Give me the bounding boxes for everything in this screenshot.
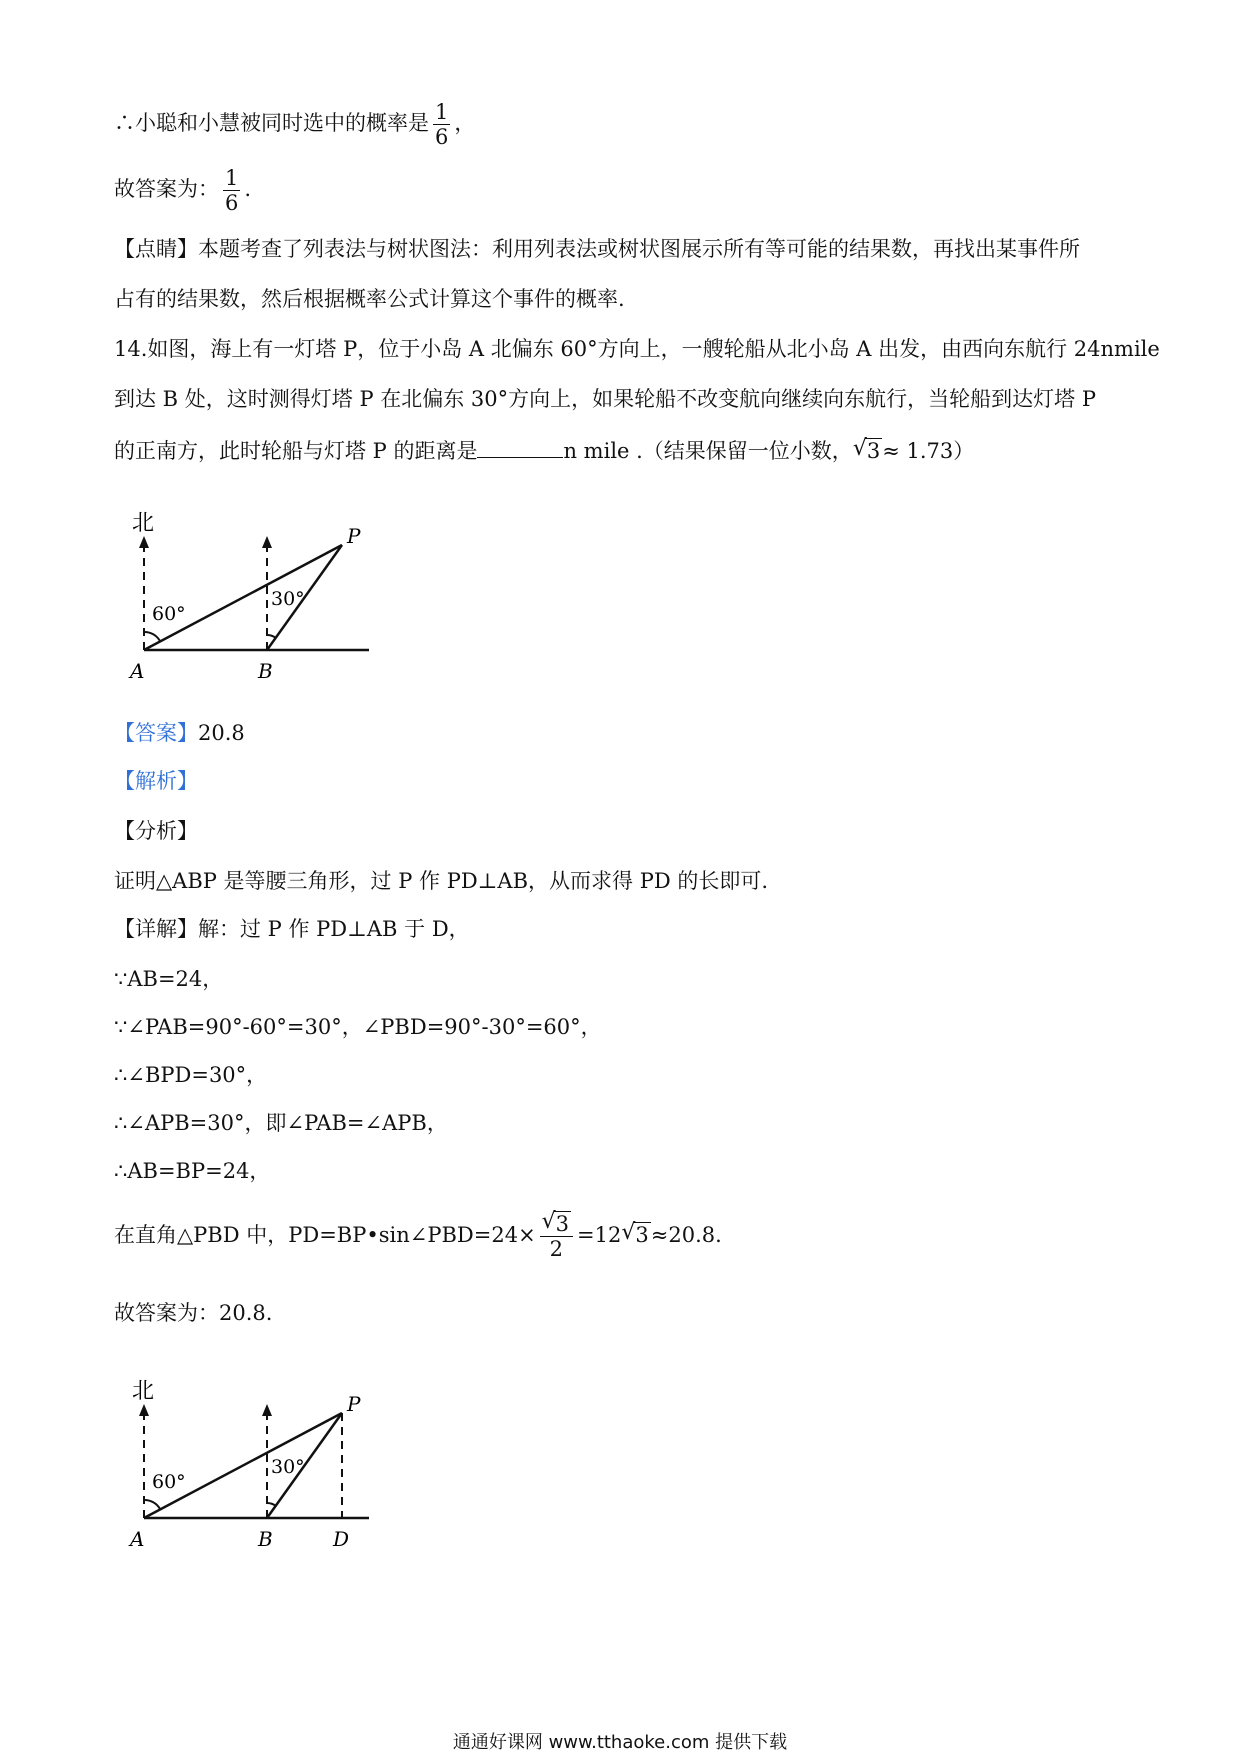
- fraction: √ 3 2: [540, 1212, 573, 1261]
- answer-blank: [477, 437, 563, 458]
- answer-line: [114, 718, 245, 748]
- calc-line: 在直角△PBD 中，PD=BP•sin∠PBD=24× √ 3 2 =12 √ 3≈20.8.: [114, 1209, 722, 1261]
- point-p-label: P: [347, 1392, 361, 1416]
- point-b-label: B: [258, 659, 273, 683]
- point-a-label: A: [130, 659, 145, 683]
- answer-label: 【答案】: [114, 721, 198, 745]
- sqrt-expression: √ 3: [852, 436, 881, 463]
- fenxi-text: 证明△ABP 是等腰三角形，过 P 作 PD⊥AB，从而求得 PD 的长即可.: [114, 869, 769, 893]
- question-line-1: 14.如图，海上有一灯塔 P，位于小岛 A 北偏东 60°方向上，一艘轮船从北小岛 A 出发，由西向东航行 24nmile: [114, 337, 1160, 361]
- probability-line: ∴小聪和小慧被同时选中的概率是 $\frac{1}{6}$ ，: [114, 100, 476, 149]
- comment-line-1: 【点睛】本题考查了列表法与树状图法：利用列表法或树状图展示所有等可能的结果数，再找出某事件所: [114, 237, 1080, 261]
- north-label: 北: [132, 1379, 155, 1404]
- final-answer: 故答案为：20.8.: [114, 1301, 273, 1325]
- answer-value: 20.8: [198, 721, 245, 745]
- fraction: $\frac{1}{6}$: [435, 100, 449, 149]
- step-line: ∵AB=24，: [114, 967, 224, 991]
- angle-60-label: 60°: [152, 603, 186, 625]
- step-line: ∴AB=BP=24，: [114, 1159, 271, 1183]
- question-line-3: 的正南方，此时轮船与灯塔 P 的距离是 n mile .（结果保留一位小数， √ 3≈ 1.73）: [114, 436, 974, 466]
- angle-60-label: 60°: [152, 1471, 186, 1493]
- angle-30-label: 30°: [271, 1456, 305, 1478]
- figure-1: [114, 500, 384, 704]
- step-line: ∴∠APB=30°，即∠PAB=∠APB，: [114, 1111, 448, 1135]
- detail-line: 【详解】解：过 P 作 PD⊥AB 于 D，: [114, 917, 470, 941]
- analysis-label: 【解析】: [114, 769, 198, 793]
- step-line: ∵∠PAB=90°-60°=30°，∠PBD=90°-30°=60°，: [114, 1015, 602, 1039]
- north-label: 北: [132, 511, 155, 536]
- fenxi-label: 【分析】: [114, 819, 198, 843]
- angle-30-label: 30°: [271, 588, 305, 610]
- comment-label: 【点睛】: [114, 237, 198, 261]
- point-a-label: A: [130, 1527, 145, 1551]
- fraction: $\frac{1}{6}$: [225, 166, 239, 215]
- sqrt-expression: √ 3: [621, 1220, 649, 1247]
- comment-line-2: 占有的结果数，然后根据概率公式计算这个事件的概率.: [114, 287, 625, 311]
- question-line-2: 到达 B 处，这时测得灯塔 P 在北偏东 30°方向上，如果轮船不改变航向继续向东航行，当轮船到达灯塔 P: [114, 387, 1096, 411]
- footer: 通通好课网 www.tthaoke.com 提供下载: [452, 1732, 788, 1753]
- answer-line-13: 故答案为： $\frac{1}{6}$ .: [114, 166, 252, 215]
- figure-2: [114, 1368, 384, 1572]
- step-line: ∴∠BPD=30°，: [114, 1063, 268, 1087]
- point-b-label: B: [258, 1527, 273, 1551]
- point-d-label: D: [333, 1527, 350, 1551]
- point-p-label: P: [347, 524, 361, 548]
